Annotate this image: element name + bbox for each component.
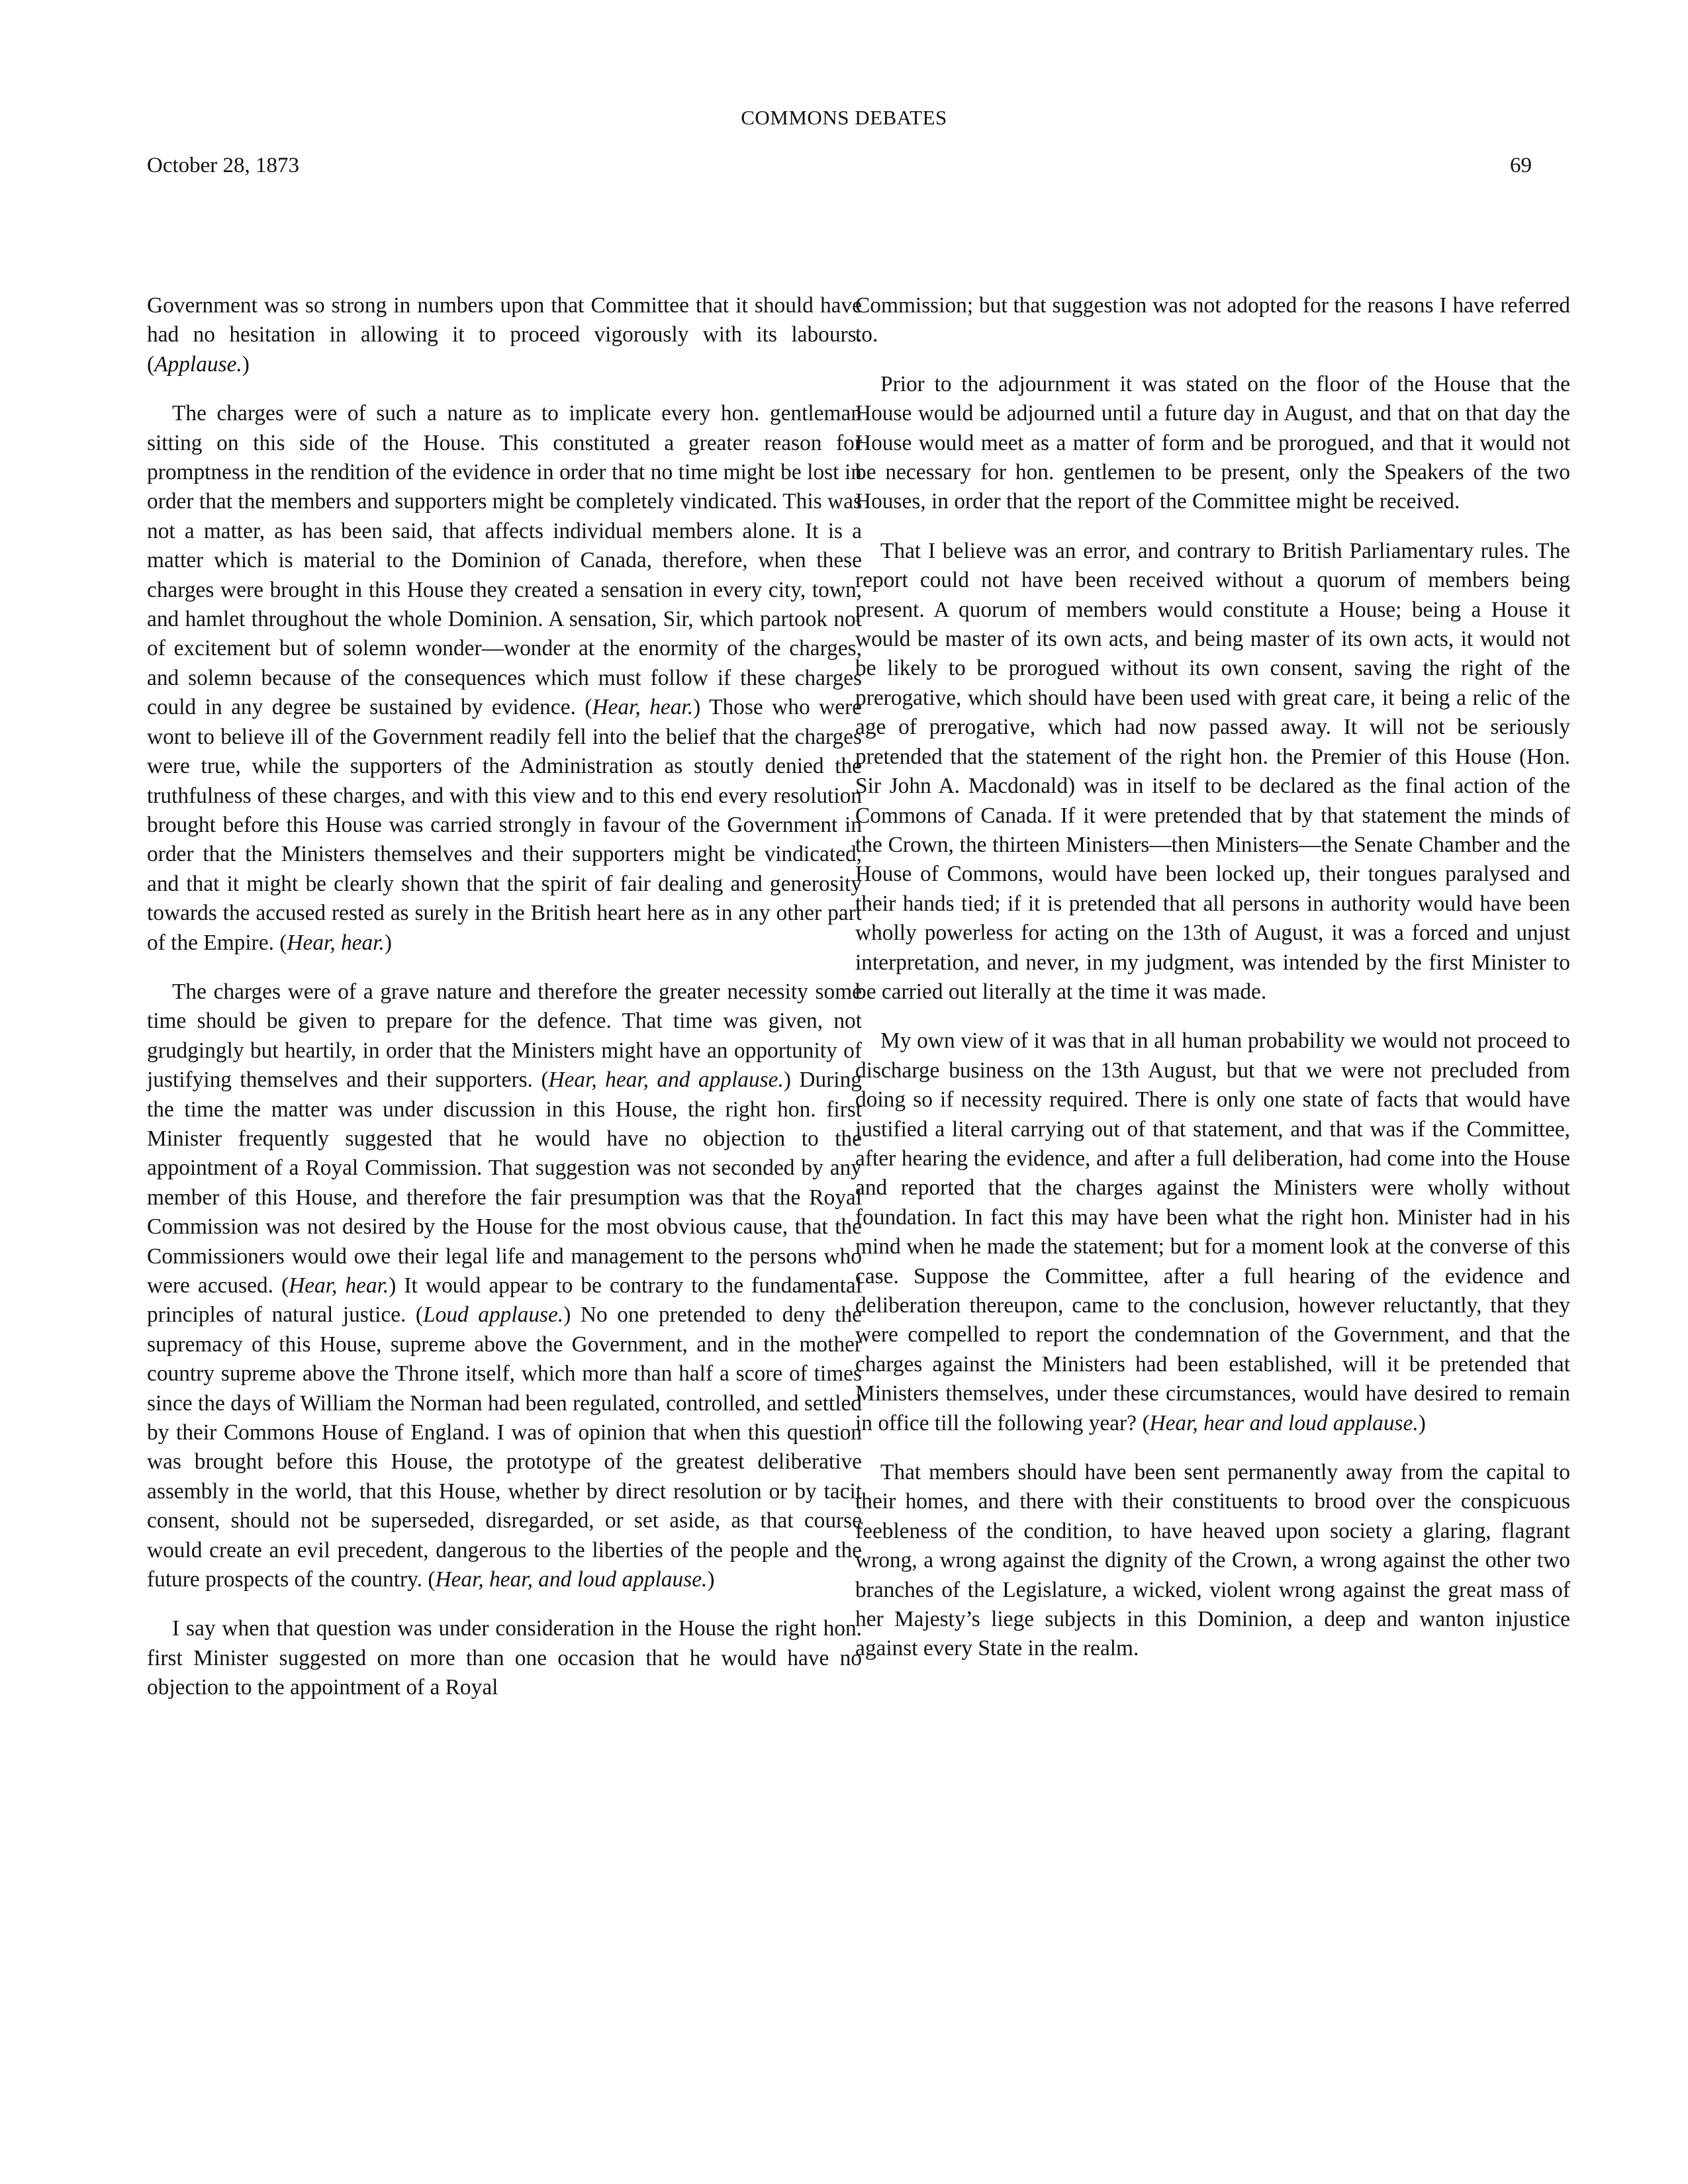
speech-text: Government was so strong in numbers upon that Committee that it should have had no hesitation in allowing it to proceed vigorously with its labours. ( — [147, 293, 862, 377]
interjection-text: Loud applause. — [423, 1302, 564, 1328]
speech-text: Prior to the adjournment it was stated on the floor of the House that the House would be adjourned until a future day in August, and that on that day the House would meet as a matter of form and be prorogued, and that it would not be necessary for hon. gentlemen to be present, only the Speakers of the two Houses, in order that the report of the Committee might be received. — [855, 371, 1570, 514]
paragraph — [855, 370, 1570, 517]
page-date: October 28, 1873 — [147, 154, 300, 177]
running-head: COMMONS DEBATES — [741, 106, 947, 129]
speech-text: ) — [1418, 1410, 1426, 1435]
speech-text: ) — [242, 351, 250, 377]
paragraph — [147, 291, 862, 379]
interjection-text: Hear, hear. — [289, 1273, 389, 1298]
paragraph — [147, 1614, 862, 1702]
interjection-text: Hear, hear and loud applause. — [1149, 1410, 1419, 1435]
interjection-text: Applause. — [154, 351, 242, 377]
paragraph — [855, 537, 1570, 1007]
paragraph — [855, 1026, 1570, 1438]
speech-text: That members should have been sent permanently away from the capital to their homes, and there with their constituents to brood over the conspicuous feebleness of the condition, to have heaved upon society a glaring, flagrant wrong, a wrong against the dignity of the Crown, a wrong against the other two branches of the Legislature, a wicked, violent wrong against the great mass of her Majesty’s liege subjects in this Dominion, a deep and wanton injustice against every State in the realm. — [855, 1460, 1570, 1661]
speech-text: ) Those who were wont to believe ill of the Government readily fell into the belief that the charges were true, while the supporters of the Administration as stoutly denied the truthfulness of these charges, and with this view and to this end every resolution brought before this House was carried strongly in favour of the Government in order that the Ministers themselves and their supporters might be vindicated, and that it might be clearly shown that the spirit of fair dealing and generosity towards the accused rested as surely in the British heart here as in any other part of the Empire. ( — [147, 695, 863, 955]
speech-text: Commission; but that suggestion was not adopted for the reasons I have referred to. — [855, 293, 1570, 347]
speech-text: ) No one pretended to deny the supremacy of this House, supreme above the Government, and in the mother country supreme above the Throne itself, which more than half a score of times since the days of William the Norman had been regulated, controlled, and settled by their Commons House of England. I was of opinion that when this question was brought before this House, the prototype of the greatest deliberative assembly in the world, that this House, whether by direct resolution or by tacit consent, should not be superseded, disregarded, or set aside, as that course would create an evil precedent, dangerous to the liberties of the people and the future prospects of the country. ( — [147, 1302, 862, 1592]
interjection-text: Hear, hear. — [592, 695, 694, 720]
speech-text: ) — [384, 930, 392, 955]
speech-text: ) It would appear to be contrary to the fundamental principles of natural justice. ( — [147, 1273, 862, 1328]
speech-text: That I believe was an error, and contrary to British Parliamentary rules. The report could not have been received without a quorum of members being present. A quorum of members would constitute a House; being a House it would be master of its own acts, and being master of its own acts, it would not be likely to be prorogued without its own consent, saving the right of the prerogative, which should have been used with great care, it being a relic of the age of prerogative, which had now passed away. It will not be seriously pretended that the statement of the right hon. the Premier of this House (Hon. Sir John A. Macdonald) was in itself to be declared as the final action of the Commons of Canada. If it were pretended that by that statement the minds of the Crown, the thirteen Ministers—then Ministers—the Senate Chamber and the House of Commons, would have been locked up, their tongues paralysed and their hands tied; if it is pretended that all persons in authority would have been wholly powerless for acting on the 13th of August, it was a forced and unjust interpretation, and never, in my judgment, was intended by the first Minister to be carried out literally at the time it was made. — [855, 538, 1570, 1004]
speech-text: ) — [707, 1567, 715, 1592]
speech-text: My own view of it was that in all human probability we would not proceed to discharge business on the 13th August, but that we were not precluded from doing so if necessity required. There is only one state of facts that would have justified a literal carrying out of that statement, and that was if the Committee, after hearing the evidence, and after a full deliberation, had come into the House and reported that the charges against the Ministers were wholly without foundation. In fact this may have been what the right hon. Minister had in his mind when he made the statement; but for a moment look at the converse of this case. Suppose the Committee, after a full hearing of the evidence and deliberation thereupon, came to the conclusion, however reluctantly, that they were compelled to report the condemnation of the Government, and that the charges against the Ministers had been established, will it be pretended that Ministers themselves, under these circumstances, would have desired to remain in office till the following year? ( — [855, 1028, 1570, 1435]
speech-text: The charges were of such a nature as to implicate every hon. gentleman sitting on this side of the House. This constituted a greater reason for promptness in the rendition of the evidence in order that no time might be lost in order that the members and supporters might be completely vindicated. This was not a matter, as has been said, that affects individual members alone. It is a matter which is material to the Dominion of Canada, therefore, when these charges were brought in this House they created a sensation in every city, town, and hamlet throughout the whole Dominion. A sensation, Sir, which partook not of excitement but of solemn wonder—wonder at the enormity of the charges, and solemn because of the consequences which must follow if these charges could in any degree be sustained by evidence. ( — [147, 401, 862, 720]
page-number: 69 — [1510, 154, 1532, 177]
paragraph — [855, 291, 1570, 350]
paragraph — [855, 1458, 1570, 1664]
interjection-text: Hear, hear. — [287, 930, 385, 955]
speech-text: The charges were of a grave nature and therefore the greater necessity some time should be given to prepare for the defence. That time was given, not grudgingly but heartily, in order that the Ministers might have an opportunity of justifying themselves and their supporters. ( — [147, 979, 862, 1093]
right-column — [855, 291, 1570, 1684]
left-column — [147, 291, 862, 1723]
paragraph — [147, 978, 862, 1595]
speech-text: I say when that question was under consideration in the House the right hon. first Minister suggested on more than one occasion that he would have no objection to the appointment of a Royal — [147, 1616, 862, 1700]
speech-text: ) During the time the matter was under discussion in this House, the right hon. first Minister frequently suggested that he would have no objection to the appointment of a Royal Commission. That suggestion was not seconded by any member of this House, and therefore the fair presumption was that the Royal Commission was not desired by the House for the most obvious cause, that the Commissioners would owe their legal life and management to the persons who were accused. ( — [147, 1068, 862, 1298]
paragraph — [147, 399, 862, 958]
interjection-text: Hear, hear, and loud applause. — [435, 1567, 708, 1592]
interjection-text: Hear, hear, and applause. — [548, 1068, 784, 1093]
